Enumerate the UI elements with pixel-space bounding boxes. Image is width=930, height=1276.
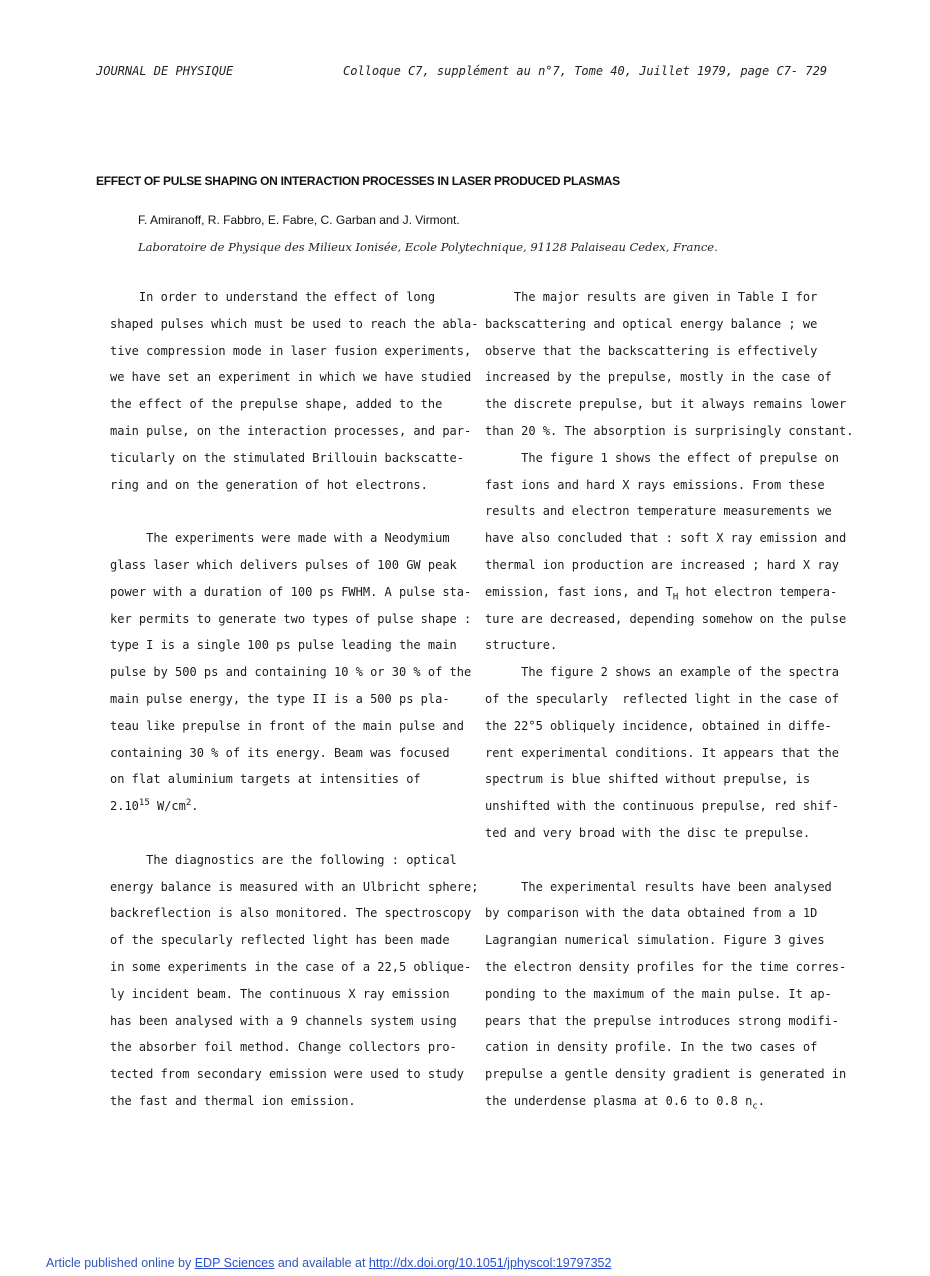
- text-line: shaped pulses which must be used to reach the abla-: [110, 316, 479, 331]
- text-line: the fast and thermal ion emission.: [110, 1093, 356, 1108]
- paragraph-diagnostics: [110, 847, 479, 1115]
- text-line: of the specularly reflected light has been made: [110, 933, 450, 948]
- right-column: [485, 284, 854, 1115]
- doi-link[interactable]: http://dx.doi.org/10.1051/jphyscol:19797352: [368, 1256, 612, 1270]
- text-line: the discrete prepulse, but it always remains lower: [485, 397, 847, 412]
- text-line: The experiments were made with a Neodymium: [110, 531, 450, 546]
- text-line: ted and very broad with the disc te prepulse.: [485, 825, 811, 840]
- text-line: the electron density profiles for the time corres-: [485, 959, 847, 974]
- text-line: fast ions and hard X rays emissions. From these: [485, 477, 825, 492]
- text-line: The diagnostics are the following : optical: [110, 852, 457, 867]
- hot-electron-line: emission, fast ions, and $T_H$ hot electron tempera-: [485, 584, 838, 603]
- text-line: tected from secondary emission were used to study: [110, 1067, 465, 1082]
- text-line: unshifted with the continuous prepulse, red shif-: [485, 799, 840, 814]
- text-line: The figure 1 shows the effect of prepulse on: [485, 450, 840, 465]
- text-line: energy balance is measured with an Ulbricht sphere;: [110, 879, 479, 894]
- text-line: The major results are given in Table I for: [485, 290, 818, 304]
- text-line: teau like prepulse in front of the main pulse and: [110, 718, 465, 733]
- text-line: in some experiments in the case of a 22,5 oblique-: [110, 959, 472, 974]
- paragraph-figure2: [485, 659, 840, 847]
- text-line: the 22°5 obliquely incidence, obtained in diffe-: [485, 718, 832, 733]
- footer-prefix: Article published online by: [46, 1256, 195, 1270]
- text-line: tive compression mode in laser fusion experiments,: [110, 343, 472, 358]
- text-line: than 20 %. The absorption is surprisingly constant.: [485, 423, 854, 438]
- text-line: ker permits to generate two types of pulse shape :: [110, 611, 472, 626]
- journal-name: JOURNAL DE PHYSIQUE: [96, 64, 234, 78]
- text-line: rent experimental conditions. It appears that the: [485, 745, 840, 760]
- text-line: ponding to the maximum of the main pulse. It ap-: [485, 986, 832, 1001]
- text-line: The experimental results have been analysed: [485, 879, 832, 894]
- text-line: power with a duration of 100 ps FWHM. A pulse sta-: [110, 584, 472, 599]
- paragraph-results: [485, 284, 854, 445]
- text-line: cation in density profile. In the two cases of: [485, 1040, 818, 1055]
- text-line: results and electron temperature measurements we: [485, 504, 832, 519]
- text-line: thermal ion production are increased ; hard X ray: [485, 557, 840, 572]
- text-line: The figure 2 shows an example of the spectra: [485, 665, 840, 680]
- text-line: backscattering and optical energy balance ; we: [485, 316, 818, 331]
- left-column: [110, 284, 479, 1115]
- text-line: by comparison with the data obtained from a 1D: [485, 906, 818, 921]
- text-line: we have set an experiment in which we have studied: [110, 370, 472, 385]
- paragraph-experiments: [110, 525, 472, 820]
- text-line: prepulse a gentle density gradient is generated in: [485, 1067, 847, 1082]
- footer-middle: and available at: [274, 1256, 369, 1270]
- text-line: Lagrangian numerical simulation. Figure 3 gives: [485, 933, 825, 948]
- edp-sciences-link[interactable]: EDP Sciences: [194, 1256, 275, 1270]
- text-line: increased by the prepulse, mostly in the case of: [485, 370, 832, 385]
- paragraph-intro: [110, 284, 479, 498]
- text-line: ring and on the generation of hot electrons.: [110, 477, 428, 492]
- paragraph-figure1: [485, 445, 847, 659]
- text-line: main pulse, on the interaction processes, and par-: [110, 423, 472, 438]
- affiliation: Laboratoire de Physique des Milieux Ionisée, Ecole Polytechnique, 91128 Palaiseau Cedex, France.: [138, 240, 718, 254]
- paper-title: EFFECT OF PULSE SHAPING ON INTERACTION PROCESSES IN LASER PRODUCED PLASMAS: [96, 174, 620, 188]
- text-line: ticularly on the stimulated Brillouin backscatte-: [110, 450, 465, 465]
- text-line: ture are decreased, depending somehow on the pulse: [485, 611, 847, 626]
- text-line: structure.: [485, 638, 558, 653]
- text-line: has been analysed with a 9 channels system using: [110, 1013, 457, 1028]
- text-line: spectrum is blue shifted without prepulse, is: [485, 772, 811, 787]
- text-line: glass laser which delivers pulses of 100 GW peak: [110, 557, 457, 572]
- citation-header: Colloque C7, supplément au n°7, Tome 40, Juillet 1979, page C7- 729: [343, 64, 828, 78]
- text-line: containing 30 % of its energy. Beam was focused: [110, 745, 450, 760]
- text-line: the absorber foil method. Change collectors pro-: [110, 1040, 457, 1055]
- text-line: observe that the backscattering is effectively: [485, 343, 818, 358]
- text-line: have also concluded that : soft X ray emission and: [485, 531, 847, 546]
- text-line: ly incident beam. The continuous X ray emission: [110, 986, 450, 1001]
- authors: F. Amiranoff, R. Fabbro, E. Fabre, C. Garban and J. Virmont.: [138, 213, 460, 227]
- text-line: pulse by 500 ps and containing 10 % or 30 % of the: [110, 665, 472, 680]
- text-line: main pulse energy, the type II is a 500 ps pla-: [110, 691, 450, 706]
- text-line: type I is a single 100 ps pulse leading the main: [110, 638, 457, 653]
- text-line: backreflection is also monitored. The spectroscopy: [110, 906, 472, 921]
- text-line: In order to understand the effect of long: [110, 290, 436, 304]
- paragraph-simulation: [485, 874, 847, 1115]
- text-line: the effect of the prepulse shape, added to the: [110, 397, 443, 412]
- density-line: the underdense plasma at 0.6 to 0.8 $n_c$.: [485, 1093, 765, 1112]
- text-line: pears that the prepulse introduces strong modifi-: [485, 1013, 840, 1028]
- publication-footer: [46, 1256, 611, 1270]
- text-line: on flat aluminium targets at intensities of: [110, 772, 421, 787]
- intensity-line: 2.10$^{15}$ $W/cm^2$.: [110, 798, 199, 814]
- text-line: of the specularly reflected light in the case of: [485, 691, 840, 706]
